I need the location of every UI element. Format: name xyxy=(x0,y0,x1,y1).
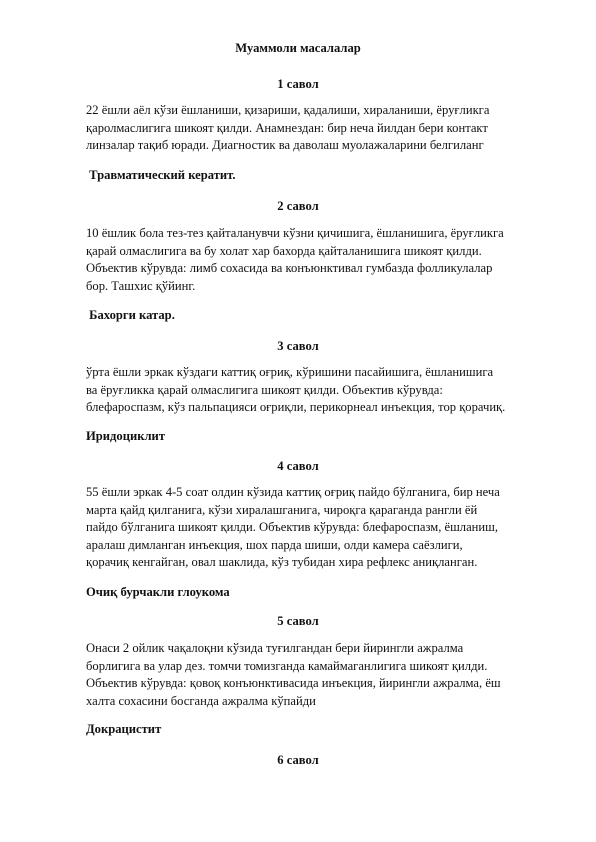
question-4-line: аралаш димланган инъекция, шох парда шиши, олди камера саёзлиги, xyxy=(86,537,463,552)
question-4-line: марта қайд қилганига, кўзи хиралашганига, чироқга қараганда рангли ёй xyxy=(86,502,478,517)
question-6-heading: 6 савол xyxy=(277,753,319,767)
question-2-text xyxy=(86,225,548,295)
question-3-text xyxy=(86,364,548,417)
question-5-answer: Докрацистит xyxy=(86,722,162,736)
question-1-line: қаролмаслигига шикоят қилди. Анамнездан: бир неча йилдан бери контакт xyxy=(86,120,488,135)
question-3-answer: Иридоциклит xyxy=(86,429,165,443)
question-4-line: пайдо бўлганига шикоят қилди. Объектив кўрувда: блефароспазм, ёшланиш, xyxy=(86,520,499,534)
question-5-heading: 5 савол xyxy=(277,614,319,628)
question-2-answer: Бахорги катар. xyxy=(86,308,175,322)
question-2-heading: 2 савол xyxy=(277,199,319,213)
question-5-line: Онаси 2 ойлик чақалоқни кўзида туғилгандан бери йирингли ажралма xyxy=(86,641,464,655)
document-title: Муаммоли масалалар xyxy=(235,41,361,55)
question-4-heading: 4 савол xyxy=(277,459,319,473)
question-2-line: қарай олмаслигига ва бу холат хар бахорда қайталанишига шикоят қилди. xyxy=(86,243,482,258)
question-3-line: ўрта ёшли эркак кўздаги каттиқ оғриқ, кўришини пасайишига, ёшланишига xyxy=(86,365,494,379)
question-1-heading: 1 савол xyxy=(277,77,319,91)
question-1-line: линзалар тақиб юради. Диагностик ва даволаш муолажаларини белгиланг xyxy=(86,138,484,152)
question-3-line: ва ёруғликка қарай олмаслигига шикоят қилди. Объектив кўрувда: xyxy=(86,382,443,397)
question-3-heading: 3 савол xyxy=(277,339,319,353)
question-4-line: қорачиқ кенгайган, овал шаклида, кўз тубидан хира рефлекс аниқланган. xyxy=(86,555,478,569)
question-2-line: 10 ёшлик бола тез-тез қайталанувчи кўзни қичишига, ёшланишига, ёруғликга xyxy=(86,226,504,240)
question-1-text xyxy=(86,102,548,155)
question-4-answer: Очиқ бурчакли глоукома xyxy=(86,585,230,599)
question-2-line: Объектив кўрувда: лимб сохасида ва конъюнктивал гумбазда фолликулалар xyxy=(86,261,493,275)
question-3-line: блефароспазм, кўз пальпацияси оғриқли, перикорнеал инъекция, тор қорачиқ. xyxy=(86,400,506,414)
question-1-answer: Травматический кератит. xyxy=(86,168,236,182)
question-2-line: бор. Ташхис қўйинг. xyxy=(86,278,196,293)
question-5-text xyxy=(86,640,548,710)
question-5-line: борлигига ва улар дез. томчи томизганда камаймаганлигига шикоят қилди. xyxy=(86,658,488,673)
question-4-line: 55 ёшли эркак 4-5 соат олдин кўзида каттиқ оғриқ пайдо бўлганига, бир неча xyxy=(86,485,500,499)
question-4-text xyxy=(86,484,548,572)
question-1-line: 22 ёшли аёл кўзи ёшланиши, қизариши, қадалиши, хираланиши, ёруғликга xyxy=(86,103,490,117)
question-5-line: Объектив кўрувда: қовоқ конъюнктивасида инъекция, йирингли ажралма, ёш xyxy=(86,676,501,690)
question-5-line: халта сохасини босганда ажралма кўпайди xyxy=(86,693,316,708)
